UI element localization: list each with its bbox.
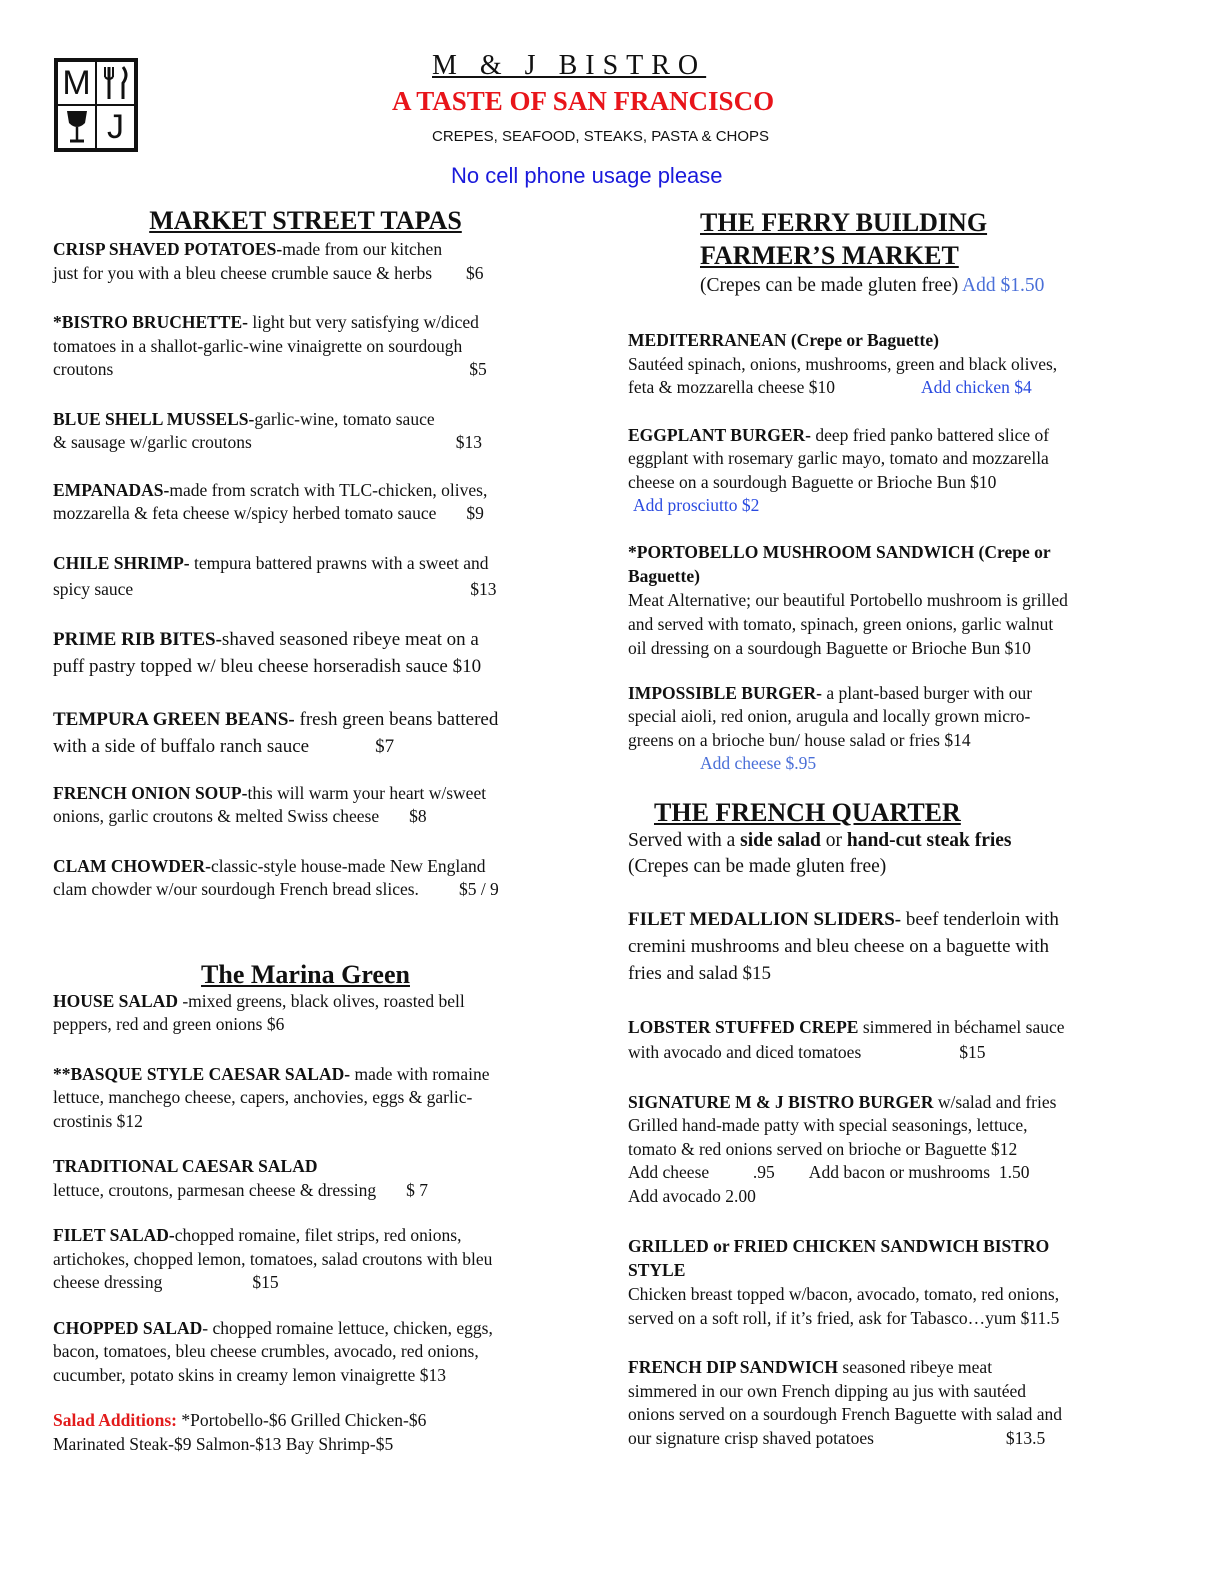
item-price: $6	[466, 262, 484, 283]
french-served-note	[628, 828, 1148, 880]
menu-item	[53, 311, 573, 382]
item-name: EGGPLANT BURGER-	[628, 424, 811, 445]
item-desc: eggplant with rosemary garlic mayo, tomato and mozzarella	[628, 448, 1049, 468]
item-desc: this will warm your heart w/sweet	[247, 782, 487, 803]
item-name: **BASQUE STYLE CAESAR SALAD-	[53, 1063, 351, 1084]
item-desc: Chicken breast topped w/bacon, avocado, tomato, red onions,	[628, 1284, 1060, 1304]
item-name: FRENCH ONION SOUP-	[53, 782, 248, 803]
salad-additions-label: Salad Additions:	[53, 1410, 178, 1430]
item-name: CRISP SHAVED POTATOES-	[53, 239, 283, 259]
menu-item	[628, 682, 1148, 776]
menu-item	[628, 1015, 1148, 1065]
item-desc: seasoned ribeye meat	[838, 1357, 993, 1377]
ferry-title-line: THE FERRY BUILDING	[700, 208, 988, 237]
item-desc: cheese on a sourdough Baguette or Brioche Bun $10	[628, 471, 997, 492]
item-desc: simmered in our own French dipping au jus with sautéed	[628, 1380, 1027, 1401]
item-desc: tempura battered prawns with a sweet and	[189, 552, 489, 573]
item-name: TRADITIONAL CAESAR SALAD	[53, 1156, 318, 1176]
item-price: $5 / 9	[458, 879, 499, 899]
item-desc: clam chowder w/our sourdough French bread slices.	[53, 879, 419, 899]
menu-item	[53, 550, 573, 602]
item-desc: made from our kitchen	[282, 239, 443, 259]
ferry-note	[628, 272, 1148, 299]
item-desc: made with romaine	[350, 1063, 490, 1084]
item-name: MEDITERRANEAN (Crepe or Baguette)	[628, 330, 939, 350]
menu-item	[53, 1317, 573, 1388]
logo-fork-knife-cell	[96, 61, 135, 105]
item-desc: lettuce, croutons, parmesan cheese & dressing	[53, 1179, 377, 1200]
item-desc: Meat Alternative; our beautiful Portobello mushroom is grilled	[628, 589, 1068, 610]
item-desc: served on a soft roll, if it’s fried, ask for Tabasco…yum $11.5	[628, 1308, 1060, 1328]
item-add-on: Add cheese $.95	[700, 753, 817, 773]
salad-additions-line: Marinated Steak-$9 Salmon-$13 Bay Shrimp-$5	[53, 1433, 394, 1454]
item-desc: cucumber, potato skins in creamy lemon vinaigrette $13	[53, 1364, 446, 1385]
fork-knife-icon	[101, 65, 131, 101]
french-quarter-title: THE FRENCH QUARTER	[654, 797, 961, 827]
item-price: $15	[959, 1041, 986, 1062]
menu-item	[53, 706, 573, 760]
item-desc: with a side of buffalo ranch sauce	[53, 735, 310, 757]
menu-item	[53, 238, 573, 285]
left-column	[53, 206, 573, 1456]
served-side-salad: side salad	[740, 829, 821, 851]
item-desc: Add cheese .95 Add bacon or mushrooms 1.50	[628, 1162, 1030, 1182]
item-desc: simmered in béchamel sauce	[858, 1016, 1065, 1037]
item-name: FILET SALAD-	[53, 1225, 175, 1245]
item-desc: and served with tomato, spinach, green onions, garlic walnut	[628, 613, 1054, 634]
item-name: STYLE	[628, 1260, 686, 1280]
item-desc: Add avocado 2.00	[628, 1185, 756, 1206]
subtitle: CREPES, SEAFOOD, STEAKS, PASTA & CHOPS	[432, 128, 770, 145]
item-price: $13.5	[1005, 1427, 1046, 1448]
item-desc: fresh green beans battered	[294, 708, 499, 730]
logo-j-cell	[96, 105, 135, 149]
menu-item	[53, 1063, 573, 1134]
menu-item	[53, 1224, 573, 1295]
ferry-title	[628, 206, 1148, 272]
item-add-on: Add chicken $4	[920, 377, 1032, 397]
item-desc: spicy sauce	[53, 578, 134, 599]
item-desc: chopped romaine, filet strips, red onions,	[174, 1225, 462, 1245]
no-phone-notice: No cell phone usage please	[451, 163, 723, 188]
menu-item	[53, 626, 573, 680]
item-desc: & sausage w/garlic croutons	[53, 432, 252, 452]
french-gluten-note: (Crepes can be made gluten free)	[628, 855, 887, 877]
item-desc: feta & mozzarella cheese $10	[628, 377, 835, 397]
salad-additions	[53, 1409, 573, 1456]
item-desc: lettuce, manchego cheese, capers, anchovies, eggs & garlic-	[53, 1087, 473, 1107]
tagline: A TASTE OF SAN FRANCISCO	[392, 86, 775, 116]
item-name: SIGNATURE M & J BISTRO BURGER	[628, 1091, 934, 1112]
item-desc: just for you with a bleu cheese crumble sauce & herbs	[53, 262, 433, 283]
item-name: TEMPURA GREEN BEANS-	[53, 708, 295, 730]
item-desc: special aioli, red onion, arugula and locally grown micro-	[628, 706, 1031, 726]
item-desc: w/salad and fries	[933, 1091, 1057, 1112]
menu-item	[628, 1234, 1148, 1330]
menu-item	[53, 1155, 573, 1202]
item-desc: classic-style house-made New England	[210, 855, 486, 876]
item-desc: onions served on a sourdough French Baguette with salad and	[628, 1404, 1063, 1424]
item-desc: tomatoes in a shallot-garlic-wine vinaigrette on sourdough	[53, 335, 463, 356]
item-desc: Grilled hand-made patty with special seasonings, lettuce,	[628, 1115, 1028, 1135]
item-desc: peppers, red and green onions $6	[53, 1014, 285, 1034]
menu-item	[628, 329, 1148, 400]
item-name: *PORTOBELLO MUSHROOM SANDWICH (Crepe or	[628, 541, 1051, 562]
item-desc: puff pastry topped w/ bleu cheese horseradish sauce $10	[53, 655, 482, 677]
item-price: $5	[469, 359, 487, 379]
ferry-gluten-add: Add $1.50	[958, 275, 1045, 296]
salad-additions-line: *Portobello-$6 Grilled Chicken-$6	[177, 1410, 427, 1430]
item-desc: onions, garlic croutons & melted Swiss cheese	[53, 806, 380, 826]
item-desc: with avocado and diced tomatoes	[628, 1041, 862, 1062]
served-text: or	[820, 829, 847, 851]
item-desc: - chopped romaine lettuce, chicken, eggs,	[202, 1317, 493, 1338]
served-text: Served with a	[628, 829, 741, 851]
item-desc: made from scratch with TLC-chicken, olives,	[169, 479, 488, 500]
item-name: IMPOSSIBLE BURGER-	[628, 682, 822, 703]
item-desc: cremini mushrooms and bleu cheese on a baguette with	[628, 935, 1050, 957]
item-price: $8	[409, 806, 427, 826]
item-desc: light but very satisfying w/diced	[247, 312, 479, 332]
menu-item	[53, 782, 573, 829]
menu-item	[628, 424, 1148, 518]
item-name: BLUE SHELL MUSSELS-	[53, 408, 255, 429]
item-desc: our signature crisp shaved potatoes	[628, 1427, 874, 1448]
marina-title: The Marina Green	[201, 959, 410, 989]
menu-item	[628, 1356, 1148, 1450]
item-name: CHOPPED SALAD	[53, 1317, 203, 1338]
logo-wine-cell	[57, 105, 96, 149]
item-price: $9	[466, 503, 484, 523]
item-desc: mozzarella & feta cheese w/spicy herbed tomato sauce	[53, 503, 437, 523]
item-desc: Sautéed spinach, onions, mushrooms, green and black olives,	[628, 353, 1058, 374]
menu-item	[53, 990, 573, 1037]
menu-item	[53, 855, 573, 902]
menu-item	[628, 906, 1148, 987]
item-desc: crostinis $12	[53, 1110, 143, 1131]
item-name: *BISTRO BRUCHETTE-	[53, 312, 248, 332]
item-name: HOUSE SALAD	[53, 990, 178, 1011]
item-name: EMPANADAS-	[53, 479, 170, 500]
item-desc: artichokes, chopped lemon, tomatoes, salad croutons with bleu	[53, 1248, 493, 1269]
item-name: FRENCH DIP SANDWICH	[628, 1357, 839, 1377]
wine-glass-icon	[64, 109, 90, 145]
item-desc: deep fried panko battered slice of	[810, 424, 1050, 445]
item-desc: -mixed greens, black olives, roasted bell	[177, 990, 465, 1011]
item-price: $13	[470, 578, 497, 599]
item-name: PRIME RIB BITES-	[53, 628, 222, 650]
menu-item	[53, 408, 573, 455]
served-fries: hand-cut steak fries	[846, 829, 1012, 851]
item-desc: croutons	[53, 359, 114, 379]
item-name: CLAM CHOWDER-	[53, 855, 211, 876]
item-price: $15	[252, 1272, 279, 1292]
item-price: $ 7	[406, 1179, 429, 1200]
item-name: CHILE SHRIMP-	[53, 552, 190, 573]
menu-item	[628, 1091, 1148, 1209]
item-add-on: Add prosciutto $2	[633, 495, 760, 515]
item-desc: a plant-based burger with our	[822, 682, 1033, 703]
tapas-title: MARKET STREET TAPAS	[149, 206, 462, 235]
menu-item	[628, 540, 1148, 660]
item-desc: garlic-wine, tomato sauce	[254, 408, 435, 429]
restaurant-name: M & J BISTRO	[432, 50, 707, 81]
item-desc: cheese dressing	[53, 1272, 163, 1292]
ferry-title-line: FARMER’S MARKET	[700, 241, 959, 270]
item-desc: fries and salad $15	[628, 962, 771, 984]
item-desc: bacon, tomatoes, bleu cheese crumbles, avocado, red onions,	[53, 1341, 479, 1361]
item-desc: shaved seasoned ribeye meat on a	[221, 628, 479, 650]
right-column	[628, 206, 1148, 1450]
item-desc: oil dressing on a sourdough Baguette or Brioche Bun $10	[628, 637, 1031, 658]
item-desc: greens on a brioche bun/ house salad or fries $14	[628, 729, 971, 750]
ferry-gluten-note: (Crepes can be made gluten free)	[700, 275, 959, 296]
logo	[54, 58, 138, 152]
item-price: $7	[375, 735, 395, 757]
logo-m-letter: M	[62, 64, 91, 102]
item-desc: tomato & red onions served on brioche or Baguette $12	[628, 1138, 1018, 1159]
logo-m-cell	[57, 61, 96, 105]
item-name: Baguette)	[628, 565, 700, 586]
logo-j-letter: J	[107, 108, 124, 146]
item-name: LOBSTER STUFFED CREPE	[628, 1016, 859, 1037]
item-price: $13	[455, 432, 483, 452]
menu-item	[53, 479, 573, 526]
item-name: FILET MEDALLION SLIDERS-	[628, 908, 902, 930]
item-name: GRILLED or FRIED CHICKEN SANDWICH BISTRO	[628, 1236, 1050, 1256]
item-desc: beef tenderloin with	[901, 908, 1059, 930]
